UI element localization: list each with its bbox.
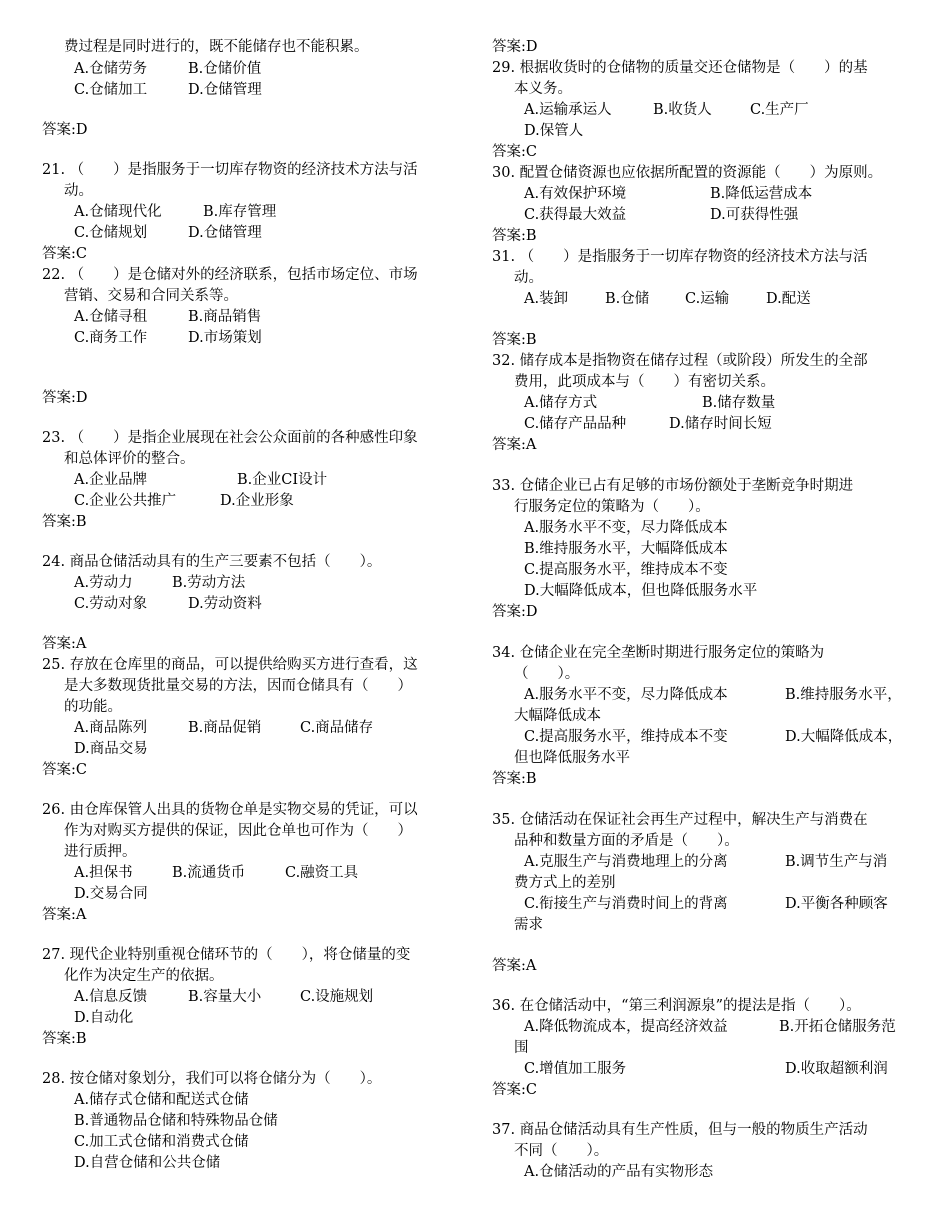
q36-answer: 答案:C — [492, 1082, 537, 1098]
q27-option-c: C.设施规划 — [300, 989, 374, 1005]
q28-option-b: B.普通物品仓储和特殊物品仓储 — [74, 1113, 278, 1129]
q24-option-b: B.劳动方法 — [172, 575, 246, 591]
q34-option-c: C.提高服务水平，维持成本不变 — [524, 729, 728, 745]
q27-answer: 答案:B — [42, 1031, 87, 1047]
q33-option-a: A.服务水平不变，尽力降低成本 — [524, 520, 728, 536]
q24-option-c: C.劳动对象 — [74, 596, 148, 612]
q26-stem-line2: 作为对购买方提供的保证，因此仓单也可作为（ ） — [64, 823, 412, 839]
q36-stem: 36. 在仓储活动中，“第三利润源泉”的提法是指（ ）。 — [492, 998, 861, 1014]
q25-stem-line3: 的功能。 — [64, 699, 122, 715]
q21-answer: 答案:C — [42, 246, 87, 262]
q25-option-c: C.商品储存 — [300, 720, 374, 736]
q33-stem: 33. 仓储企业已占有足够的市场份额处于垄断竞争时期进 — [492, 478, 854, 494]
q22-option-a: A.仓储寻租 — [74, 309, 148, 325]
q29-stem: 29. 根据收货时的仓储物的质量交还仓储物是（ ）的基 — [492, 60, 868, 76]
q21-option-b: B.库存管理 — [203, 204, 277, 220]
q23-option-c: C.企业公共推广 — [74, 493, 177, 509]
q33-option-d: D.大幅降低成本，但也降低服务水平 — [524, 583, 758, 599]
q27-option-b: B.容量大小 — [188, 989, 262, 1005]
q30-option-a: A.有效保护环境 — [524, 186, 627, 202]
q35-option-b: B.调节生产与消 — [785, 854, 888, 870]
q25-option-d: D.商品交易 — [74, 741, 148, 757]
q34-option-b: B.维持服务水平， — [785, 687, 902, 703]
q35-option-d-wrap: 需求 — [514, 917, 543, 933]
q34-stem: 34. 仓储企业在完全垄断时期进行服务定位的策略为 — [492, 645, 825, 661]
q25-stem-line2: 是大多数现货批量交易的方法，因而仓储具有（ ） — [64, 678, 412, 694]
q26-option-a: A.担保书 — [74, 865, 133, 881]
q31-stem: 31. （ ）是指服务于一切库存物资的经济技术方法与活 — [492, 249, 868, 265]
q20-option-a: A.仓储劳务 — [74, 61, 148, 77]
q22-option-c: C.商务工作 — [74, 330, 148, 346]
q32-stem-line2: 费用，此项成本与（ ）有密切关系。 — [514, 374, 775, 390]
q26-option-b: B.流通货币 — [172, 865, 246, 881]
q32-option-c: C.储存产品品种 — [524, 416, 627, 432]
q34-option-d-wrap: 但也降低服务水平 — [514, 750, 630, 766]
q24-stem: 24. 商品仓储活动具有的生产三要素不包括（ ）。 — [42, 554, 382, 570]
q33-option-b: B.维持服务水平，大幅降低成本 — [524, 541, 728, 557]
q22-option-b: B.商品销售 — [188, 309, 262, 325]
q36-option-b-wrap: 围 — [514, 1040, 529, 1056]
q31-option-b: B.仓储 — [605, 291, 650, 307]
q26-option-c: C.融资工具 — [285, 865, 359, 881]
q37-stem: 37. 商品仓储活动具有生产性质，但与一般的物质生产活动 — [492, 1122, 868, 1138]
q30-stem: 30. 配置仓储资源也应依据所配置的资源能（ ）为原则。 — [492, 165, 883, 181]
q34-option-b-wrap: 大幅降低成本 — [514, 708, 601, 724]
q35-stem: 35. 仓储活动在保证社会再生产过程中，解决生产与消费在 — [492, 812, 868, 828]
q36-option-b: B.开拓仓储服务范 — [779, 1019, 896, 1035]
q29-answer: 答案:C — [492, 144, 537, 160]
q24-option-d: D.劳动资料 — [188, 596, 262, 612]
q20-answer: 答案:D — [42, 122, 88, 138]
q23-option-d: D.企业形象 — [220, 493, 294, 509]
q28-stem: 28. 按仓储对象划分，我们可以将仓储分为（ ）。 — [42, 1071, 382, 1087]
q25-answer: 答案:C — [42, 762, 87, 778]
q33-option-c: C.提高服务水平，维持成本不变 — [524, 562, 728, 578]
q29-option-b: B.收货人 — [653, 102, 712, 118]
q35-answer: 答案:A — [492, 958, 537, 974]
q24-answer: 答案:A — [42, 636, 87, 652]
q35-option-d: D.平衡各种顾客 — [785, 896, 888, 912]
q25-stem: 25. 存放在仓库里的商品，可以提供给购买方进行查看，这 — [42, 657, 418, 673]
q25-option-b: B.商品促销 — [188, 720, 262, 736]
q34-option-d: D.大幅降低成本， — [785, 729, 903, 745]
q35-stem-line2: 品种和数量方面的矛盾是（ ）。 — [514, 833, 739, 849]
q31-stem-line2: 动。 — [514, 270, 543, 286]
q36-option-d: D.收取超额利润 — [785, 1061, 888, 1077]
q20-stem-line: 费过程是同时进行的，既不能储存也不能积累。 — [64, 39, 369, 55]
q34-stem-line2: （ ）。 — [514, 666, 580, 682]
q27-option-a: A.信息反馈 — [74, 989, 148, 1005]
q35-option-b-wrap: 费方式上的差别 — [514, 875, 616, 891]
q25-option-a: A.商品陈列 — [74, 720, 148, 736]
q31-option-d: D.配送 — [766, 291, 811, 307]
q30-answer: 答案:B — [492, 228, 537, 244]
q33-stem-line2: 行服务定位的策略为（ ）。 — [514, 499, 710, 515]
q28-answer: 答案:D — [492, 39, 538, 55]
q21-option-a: A.仓储现代化 — [74, 204, 162, 220]
q32-stem: 32. 储存成本是指物资在储存过程（或阶段）所发生的全部 — [492, 353, 868, 369]
q23-stem-line2: 和总体评价的整合。 — [64, 451, 195, 467]
q22-stem: 22. （ ）是仓储对外的经济联系，包括市场定位、市场 — [42, 267, 418, 283]
q35-option-a: A.克服生产与消费地理上的分离 — [524, 854, 728, 870]
q30-option-b: B.降低运营成本 — [710, 186, 813, 202]
q23-option-a: A.企业品牌 — [74, 472, 148, 488]
q27-stem: 27. 现代企业特别重视仓储环节的（ ），将仓储量的变 — [42, 947, 411, 963]
q22-option-d: D.市场策划 — [188, 330, 262, 346]
q20-option-b: B.仓储价值 — [188, 61, 262, 77]
q28-option-c: C.加工式仓储和消费式仓储 — [74, 1134, 249, 1150]
q21-stem-line2: 动。 — [64, 183, 93, 199]
q33-answer: 答案:D — [492, 604, 538, 620]
q29-option-c: C.生产厂 — [750, 102, 809, 118]
q26-option-d: D.交易合同 — [74, 886, 148, 902]
q21-stem: 21. （ ）是指服务于一切库存物资的经济技术方法与活 — [42, 162, 418, 178]
q32-option-d: D.储存时间长短 — [669, 416, 772, 432]
q23-option-b: B.企业CI设计 — [237, 472, 328, 488]
q23-stem: 23. （ ）是指企业展现在社会公众面前的各种感性印象 — [42, 430, 418, 446]
q30-option-d: D.可获得性强 — [710, 207, 799, 223]
q31-option-c: C.运输 — [685, 291, 730, 307]
q32-answer: 答案:A — [492, 437, 537, 453]
q31-option-a: A.装卸 — [524, 291, 569, 307]
q29-option-d: D.保管人 — [524, 123, 584, 139]
q30-option-c: C.获得最大效益 — [524, 207, 627, 223]
q32-option-a: A.储存方式 — [524, 395, 598, 411]
q26-stem: 26. 由仓库保管人出具的货物仓单是实物交易的凭证，可以 — [42, 802, 418, 818]
q34-answer: 答案:B — [492, 771, 537, 787]
q36-option-c: C.增值加工服务 — [524, 1061, 627, 1077]
q26-answer: 答案:A — [42, 907, 87, 923]
q31-answer: 答案:B — [492, 332, 537, 348]
q32-option-b: B.储存数量 — [702, 395, 776, 411]
q36-option-a: A.降低物流成本，提高经济效益 — [524, 1019, 728, 1035]
q34-option-a: A.服务水平不变，尽力降低成本 — [524, 687, 728, 703]
q28-option-a: A.储存式仓储和配送式仓储 — [74, 1092, 249, 1108]
q37-option-a: A.仓储活动的产品有实物形态 — [524, 1164, 714, 1180]
q21-option-c: C.仓储规划 — [74, 225, 148, 241]
q28-option-d: D.自营仓储和公共仓储 — [74, 1155, 221, 1171]
q20-option-d: D.仓储管理 — [188, 82, 262, 98]
q35-option-c: C.衔接生产与消费时间上的背离 — [524, 896, 728, 912]
q37-stem-line2: 不同（ ）。 — [514, 1143, 609, 1159]
q27-option-d: D.自动化 — [74, 1010, 134, 1026]
q29-option-a: A.运输承运人 — [524, 102, 612, 118]
q22-answer: 答案:D — [42, 390, 88, 406]
q24-option-a: A.劳动力 — [74, 575, 133, 591]
q29-stem-line2: 本义务。 — [514, 81, 572, 97]
q23-answer: 答案:B — [42, 514, 87, 530]
q27-stem-line2: 化作为决定生产的依据。 — [64, 968, 224, 984]
q21-option-d: D.仓储管理 — [188, 225, 262, 241]
q22-stem-line2: 营销、交易和合同关系等。 — [64, 288, 238, 304]
q20-option-c: C.仓储加工 — [74, 82, 148, 98]
q26-stem-line3: 进行质押。 — [64, 844, 137, 860]
